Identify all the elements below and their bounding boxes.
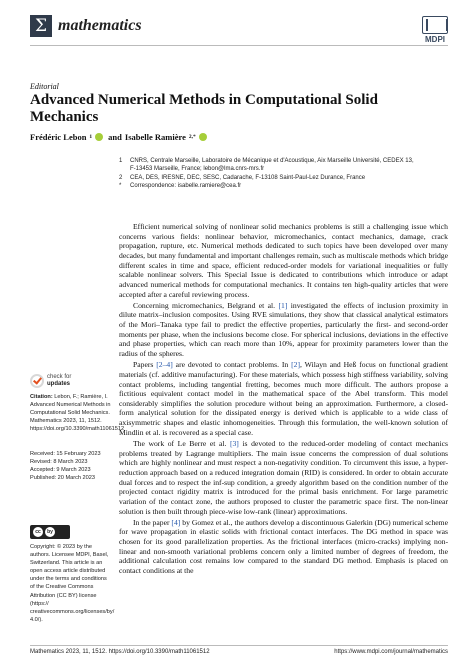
citation-link[interactable]: [3] [229, 438, 239, 448]
journal-logo[interactable] [30, 15, 142, 37]
published-date: Published: 20 March 2023 [30, 475, 95, 482]
paragraph: In the paper [4] by Gomez et al., the authors develop a discontinuous Galerkin (DG) numerical scheme for wave propagation in elastic solids with frictional contact interfaces. The DG method in space was chosen for its good parallelization properties. As the frictional interfaces (micro-cracks) implying non-linear and non-smooth variational problems concern only a limited number of degrees of freedom, the additional calculation cost remains low compared to the standard DG method. Emphasis is placed on contact conditions at the [119, 517, 448, 575]
orcid-icon[interactable] [95, 133, 103, 141]
author-name[interactable]: Isabelle Ramière [124, 132, 186, 142]
paragraph: Efficient numerical solving of nonlinear solid mechanics problems is still a challenging issue which concerns various fields: nonlinear behavior, micromechanics, contact mechanics, damage, crack propagation, rupture, etc. Numerical methods dedicated to such topics have been developed over many decades, but many fundamental and important challenges remain, such as multiscale methods which bridge different scales in time and space, efficient reduced-order models for variational inequalities or fully scalable nonlinear solvers. This Special Issue is dedicated to contributions which introduce or adapt advanced numerical methods for computational mechanics. It contains ten high-quality articles that were accepted after a careful reviewing process. [119, 222, 448, 299]
footer-citation[interactable]: Mathematics 2023, 11, 1512. https://doi.org/10.3390/math11061512 [30, 649, 210, 655]
check-for-updates[interactable]: check for updates [30, 374, 112, 388]
publisher-logo[interactable] [422, 16, 448, 44]
orcid-icon[interactable] [199, 133, 207, 141]
citation-link[interactable]: [4] [171, 517, 181, 527]
journal-name: mathematics [58, 17, 142, 34]
footer-journal-url[interactable]: https://www.mdpi.com/journal/mathematics [334, 649, 448, 655]
paragraph: The work of Le Berre et al. [3] is devoted to the reduced-order modeling of contact mechanics problems treated by Lagrange multipliers. The main issue concerns the compression of dual solutions which are highly nonlinear and must respect a non-negativity condition. To circumvent this issue, a hyper-reduction approach based on a reduced integration domain (RID) is considered. In order to obtain accurate dual forces and to respect the inf-sup condition, a greedy algorithm based on the condition number of the projected contact rigidity matrix is introduced for the primal basis enrichment. For large parametric variation of the contact zone, the authors proposed to cluster the parametric space first. The non-linear solution is then built through piece-wise low-rank (linear) approximations. [119, 438, 448, 516]
citation-block [30, 393, 125, 433]
author-conjunction: and [108, 132, 122, 142]
mdpi-icon [422, 16, 448, 34]
check-updates-icon [30, 374, 44, 388]
affiliation-item: 2 CEA, DES, IRESNE, DEC, SESC, Cadarache, F-13108 Saint-Paul-Lez Durance, France [119, 174, 366, 181]
history-dates [30, 450, 112, 482]
article-type: Editorial [30, 82, 59, 91]
paragraph: Concerning micromechanics, Belgrand et al. [1] investigated the effects of inclusion proximity in dilute matrix–inclusion composites. Using RVE simulations, they show that classical analytical estimators of the Mori–Tanaka type fail to predict the effective properties, particularly the first- and second-order moments per phase, when the inclusions become close. For spherical inclusions, deviations in the effective and phase properties, which can reach more than 10%, appear for proximity parameters lower than the radius of the spheres. [119, 300, 449, 359]
cc-icon: cc [33, 527, 43, 537]
citation-text[interactable]: Lebon, F.; Ramière, I. Advanced Numerical Methods in Computational Solid Mechanics. Mathematics 2023, 11, 1512. https://doi.org/10.3390/math11061512 [30, 394, 125, 433]
citation-link[interactable]: [1] [278, 300, 288, 310]
author-affiliation-mark: 2,* [188, 134, 196, 140]
correspondence: * Correspondence: isabelle.ramiere@cea.fr [119, 183, 242, 190]
accepted-date: Accepted: 9 March 2023 [30, 467, 91, 474]
citation-link[interactable]: [2–4] [156, 360, 173, 370]
author-name[interactable]: Frédéric Lebon [30, 132, 87, 142]
citation-label: Citation: [30, 394, 53, 400]
by-icon: by [45, 527, 55, 537]
affiliation-item: 1 CNRS, Centrale Marseille, Laboratoire de Mécanique et d'Acoustique, Aix Marseille Université, CEDEX 13, F-13453 Marseille, France; lebon@lma.cnrs-mrs.fr [119, 158, 414, 173]
article-body [119, 222, 448, 577]
received-date: Received: 15 February 2023 [30, 451, 101, 457]
header-divider [30, 45, 448, 46]
article-title: Advanced Numerical Methods in Computational Solid Mechanics [30, 92, 378, 125]
author-list [30, 132, 207, 142]
publisher-name: MDPI [425, 35, 445, 44]
sigma-icon: Σ [30, 15, 52, 37]
footer-divider [30, 645, 448, 646]
author-affiliation-mark: 1 [89, 134, 93, 140]
cc-license-badge[interactable] [30, 525, 70, 539]
copyright-notice: Copyright: © 2023 by the authors. Licensee MDPI, Basel, Switzerland. This article is an open access article distributed under the terms and conditions of the Creative Commons Attribution (CC BY) license (https:// creativecommons.org/licenses/by/ 4.0/). [30, 544, 115, 623]
citation-link[interactable]: [2] [291, 360, 301, 370]
paragraph: Papers [2–4] are devoted to contact problems. In [2], Wilayn and Heß focus on functional gradient materials (cf. additive manufacturing). For these materials, which possess high stiffness variability, solving contact problems, including tangential fretting, becomes much more difficult. The authors propose a fictitious equivalent contact model in the mathematical space of the Abel transform. This model considerably simplifies the solution procedure without being an approximation. Furthermore, a closed-form analytical solution for the dissipated energy is derived which is applicable to a wide class of axisymmetric shapes and elastic inhomogeneities. Through this formulation, the well-known solution of Mindlin et al. is recovered as a special case. [119, 360, 449, 437]
revised-date: Revised: 8 March 2023 [30, 459, 88, 466]
affiliations [119, 157, 449, 191]
